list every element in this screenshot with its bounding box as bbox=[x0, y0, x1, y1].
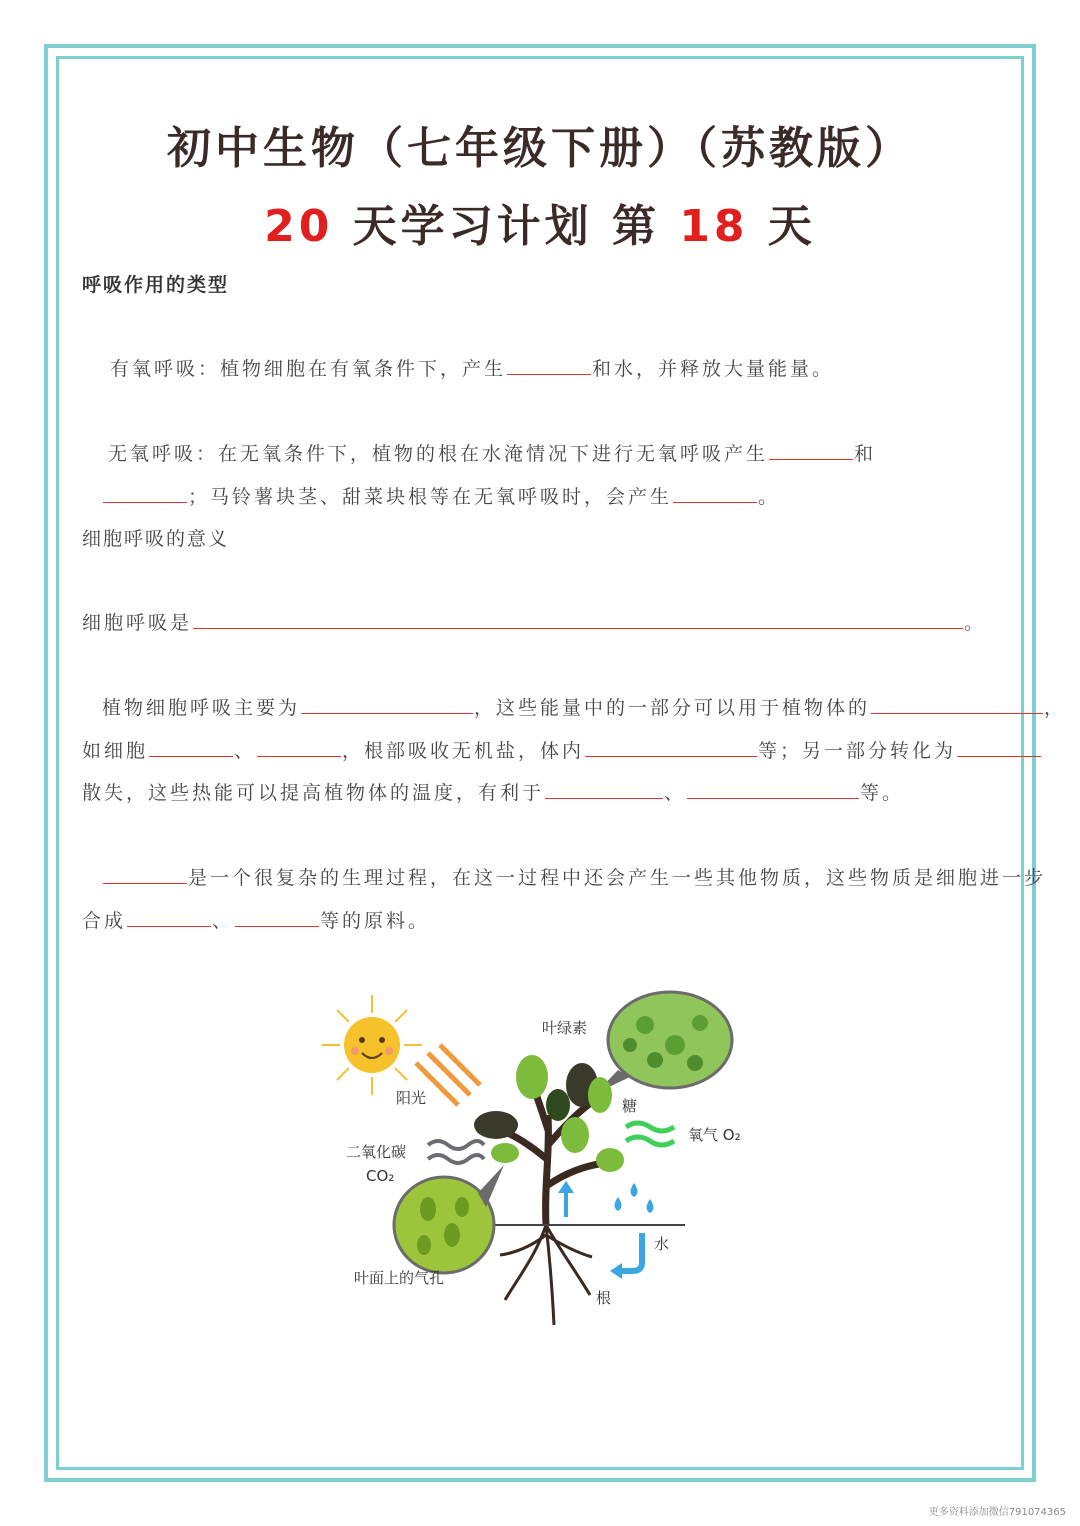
plant-icon bbox=[474, 1055, 624, 1325]
co2-arrows-icon bbox=[428, 1141, 484, 1163]
label-water: 水 bbox=[654, 1235, 670, 1253]
p1-text-a: 植物细胞呼吸主要为 bbox=[102, 697, 301, 719]
p3-text-a: 散失，这些热能可以提高植物体的温度，有利于 bbox=[82, 782, 545, 804]
label-root: 根 bbox=[596, 1289, 612, 1307]
oxygen-arrows-icon bbox=[626, 1123, 674, 1145]
blank[interactable] bbox=[585, 736, 757, 757]
day-total: 20 bbox=[264, 201, 334, 252]
definition-text-a: 细胞呼吸是 bbox=[82, 612, 193, 634]
footer-note: 更多资料添加微信791074365 bbox=[928, 1507, 1066, 1518]
page-subtitle bbox=[0, 190, 1080, 254]
blank[interactable] bbox=[687, 778, 859, 799]
p3-text-c: 等。 bbox=[860, 782, 905, 804]
photosynthesis-illustration bbox=[300, 985, 770, 1335]
p2-text-b: 、 bbox=[234, 740, 257, 762]
paragraph-line-2 bbox=[82, 736, 1042, 763]
blank[interactable] bbox=[257, 736, 341, 757]
blank[interactable] bbox=[957, 736, 1041, 757]
blank[interactable] bbox=[127, 906, 211, 927]
day-number: 18 bbox=[679, 201, 749, 252]
definition-text-b: 。 bbox=[964, 612, 987, 634]
anaerobic-line-2 bbox=[102, 482, 780, 509]
chlorophyll-bubble-icon bbox=[596, 992, 732, 1093]
paragraph-line-4 bbox=[102, 863, 1046, 890]
p2-text-d: 等；另一部分转化为 bbox=[758, 740, 957, 762]
definition-line bbox=[82, 608, 986, 635]
label-chlorophyll: 叶绿素 bbox=[542, 1019, 588, 1037]
paragraph-line-3 bbox=[82, 778, 904, 805]
label-sunlight: 阳光 bbox=[396, 1089, 427, 1107]
upward-arrow-icon bbox=[558, 1181, 574, 1217]
blank[interactable] bbox=[193, 608, 963, 629]
section-heading-respiration-types: 呼吸作用的类型 bbox=[82, 274, 230, 296]
page-title: 初中生物（七年级下册）（苏教版） bbox=[167, 123, 913, 174]
p1-text-c: ， bbox=[1044, 697, 1067, 719]
p5-text-b: 、 bbox=[212, 910, 235, 932]
stomata-bubble-icon bbox=[394, 1165, 504, 1273]
blank[interactable] bbox=[301, 693, 473, 714]
blank[interactable] bbox=[103, 482, 187, 503]
aerobic-line bbox=[110, 354, 834, 381]
anaerobic-text-c: ；马铃薯块茎、甜菜块根等在无氧呼吸时，会产生 bbox=[188, 486, 673, 508]
label-sugar: 糖 bbox=[622, 1097, 638, 1115]
p4-text-a: 是一个很复杂的生理过程，在这一过程中还会产生一些其他物质，这些物质是细胞进一步 bbox=[188, 867, 1047, 889]
blank[interactable] bbox=[871, 693, 1043, 714]
p3-text-b: 、 bbox=[664, 782, 687, 804]
blank[interactable] bbox=[673, 482, 757, 503]
anaerobic-line-1 bbox=[108, 439, 876, 466]
p5-text-c: 等的原料。 bbox=[320, 910, 431, 932]
blank[interactable] bbox=[235, 906, 319, 927]
aerobic-text-a: 有氧呼吸：植物细胞在有氧条件下，产生 bbox=[110, 358, 507, 380]
sun-icon bbox=[322, 995, 422, 1095]
label-oxygen: 氧气 O₂ bbox=[688, 1126, 741, 1144]
subtitle-text-2: 天 bbox=[748, 201, 816, 252]
label-co2-name: 二氧化碳 bbox=[346, 1143, 407, 1161]
p2-text-a: 如细胞 bbox=[82, 740, 149, 762]
label-stomata: 叶面上的气孔 bbox=[354, 1269, 445, 1287]
anaerobic-text-b: 和 bbox=[854, 443, 877, 465]
p2-text-c: ，根部吸收无机盐，体内 bbox=[342, 740, 585, 762]
paragraph-line-5 bbox=[82, 906, 430, 933]
p5-text-a: 合成 bbox=[82, 910, 127, 932]
section-heading-significance: 细胞呼吸的意义 bbox=[82, 528, 230, 550]
anaerobic-text-a: 无氧呼吸：在无氧条件下，植物的根在水淹情况下进行无氧呼吸产生 bbox=[108, 443, 769, 465]
blank[interactable] bbox=[103, 863, 187, 884]
water-drops-icon bbox=[615, 1183, 654, 1213]
aerobic-text-b: 和水，并释放大量能量。 bbox=[592, 358, 835, 380]
blank[interactable] bbox=[769, 439, 853, 460]
blank[interactable] bbox=[149, 736, 233, 757]
subtitle-text-1: 天学习计划 第 bbox=[333, 201, 680, 252]
blank[interactable] bbox=[507, 354, 591, 375]
water-arrow-icon bbox=[610, 1233, 642, 1279]
blank[interactable] bbox=[545, 778, 663, 799]
p1-text-b: ，这些能量中的一部分可以用于植物体的 bbox=[474, 697, 871, 719]
paragraph-line-1 bbox=[102, 693, 1066, 720]
anaerobic-text-d: 。 bbox=[758, 486, 781, 508]
label-co2-formula: CO₂ bbox=[366, 1167, 395, 1185]
